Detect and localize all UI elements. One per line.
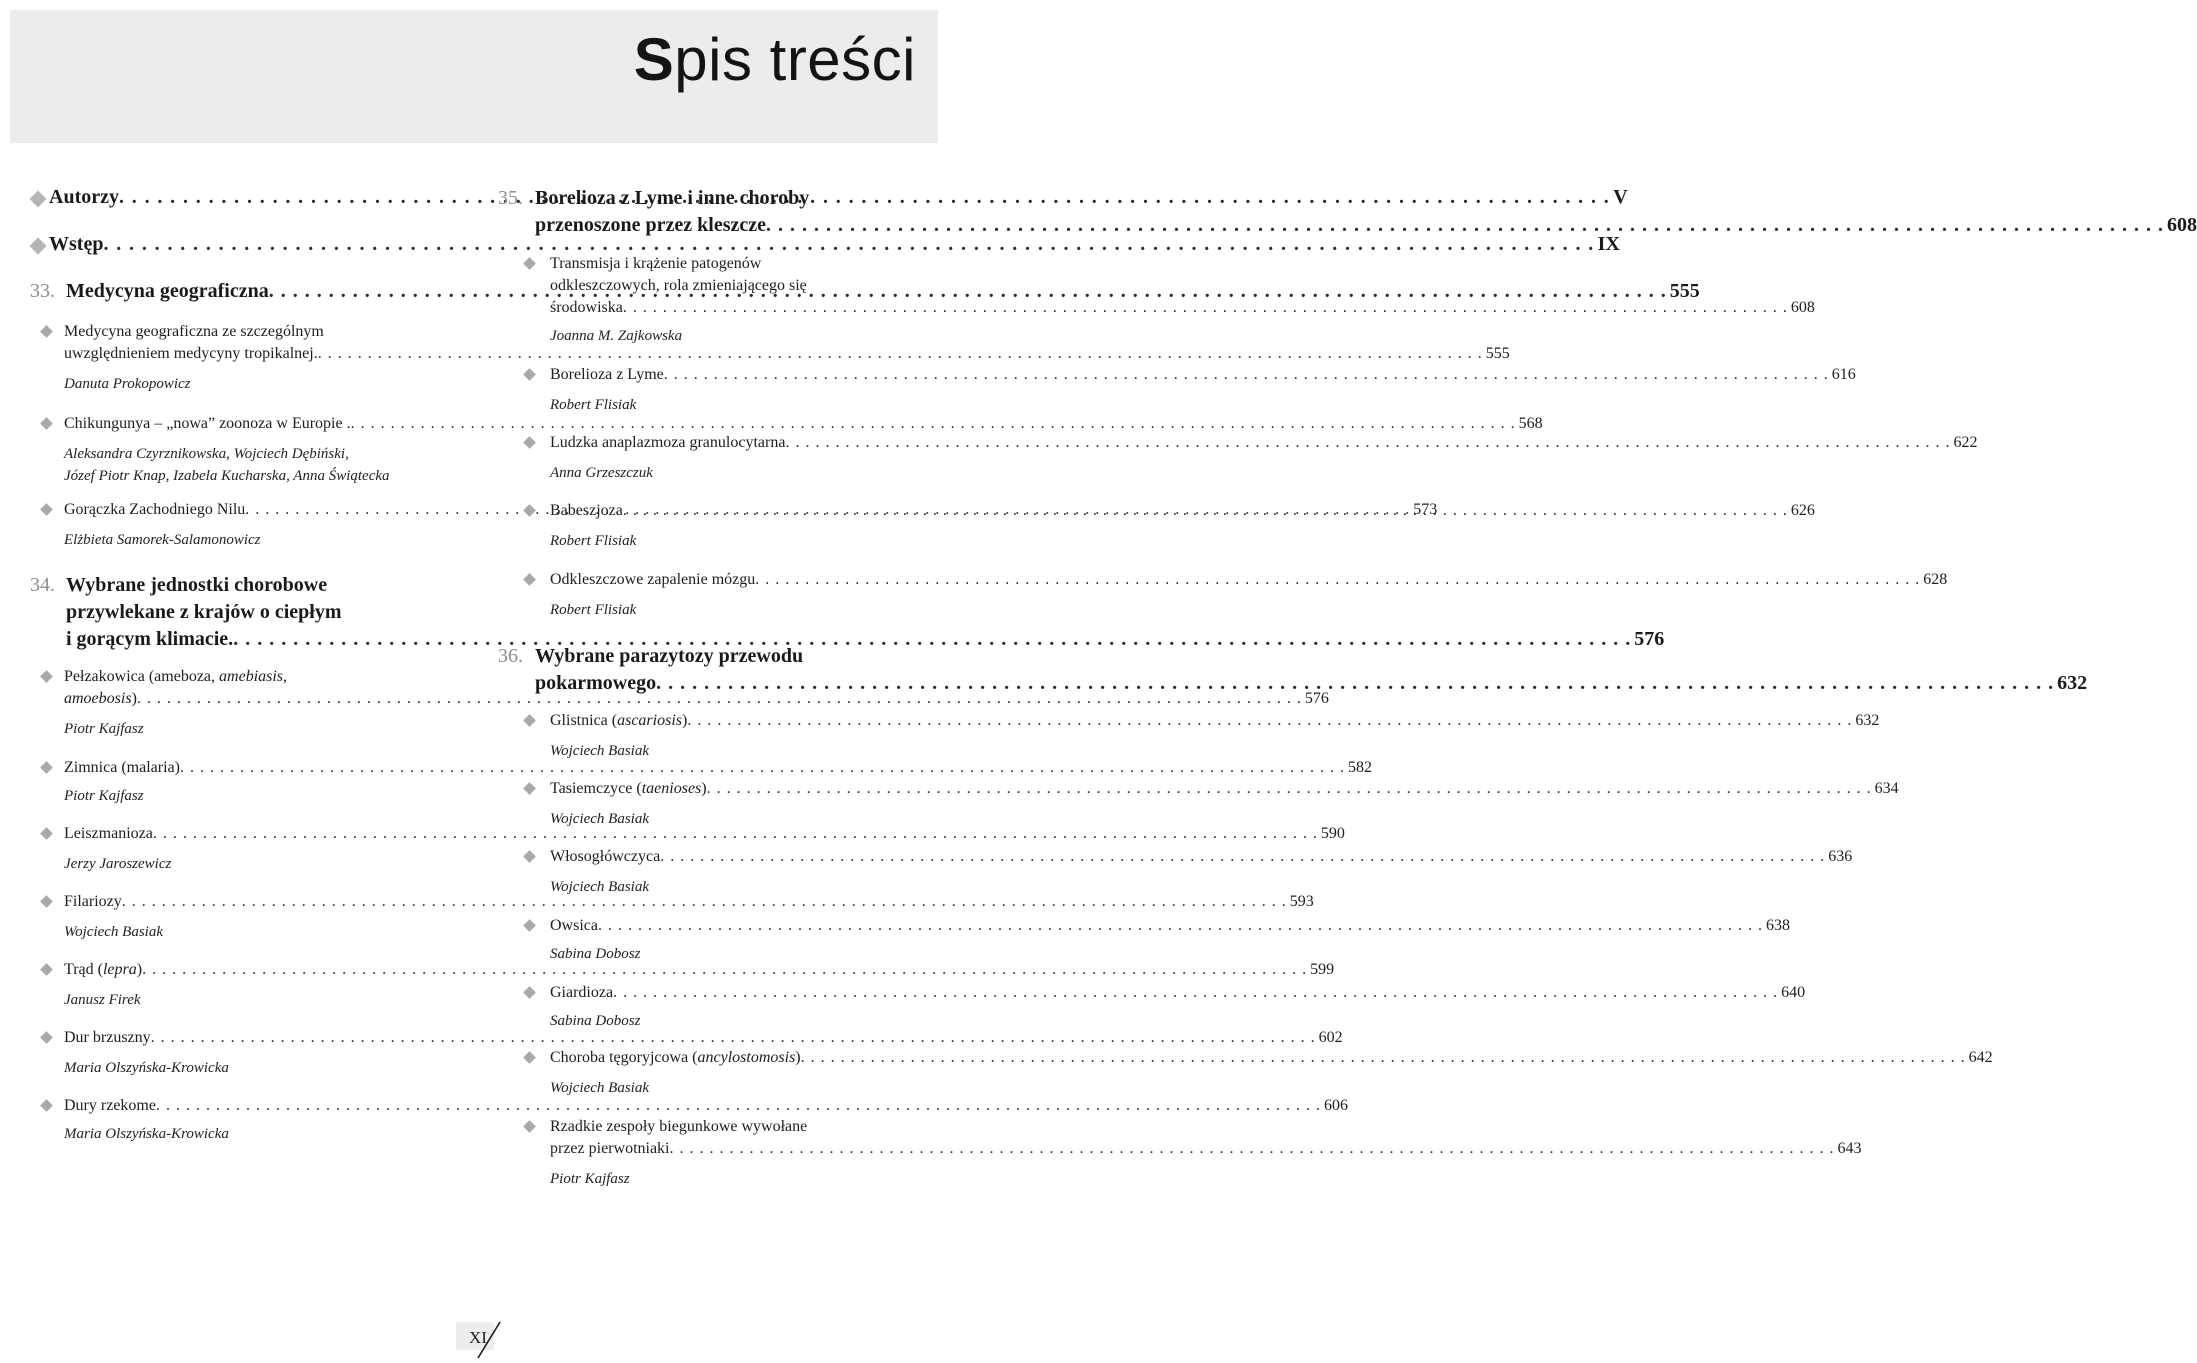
item-author: Joanna M. Zajkowska <box>550 328 683 344</box>
item-title-part: ) <box>795 1049 801 1066</box>
chapter-title-cont: pokarmowego <box>535 672 657 694</box>
entry-page: V <box>1613 186 1628 208</box>
item-author: Maria Olszyńska-Krowicka <box>64 1126 229 1142</box>
diamond-bullet-icon <box>30 238 46 254</box>
dot-leader <box>623 500 1788 522</box>
item-author: Danuta Prokopowicz <box>64 376 191 392</box>
item-title <box>550 1047 801 1069</box>
item-author: Piotr Kajfasz <box>550 1171 630 1187</box>
page-title-rest: pis treści <box>674 26 916 93</box>
entry-label: Wstęp <box>49 233 104 255</box>
chapter-title: Wybrane parazytozy przewodu <box>535 645 804 667</box>
item-author: Wojciech Basiak <box>550 879 650 895</box>
item-title-part: ) <box>136 961 143 978</box>
diamond-bullet-icon <box>41 896 53 908</box>
item-title <box>550 710 687 732</box>
item-author: Robert Flisiak <box>550 602 637 618</box>
item-title: Giardioza <box>550 984 614 1001</box>
diamond-bullet-icon <box>524 987 536 999</box>
item-title-latin: amoebosis <box>64 690 132 707</box>
item-title-cont: przez pierwotniaki <box>550 1140 670 1157</box>
item-page: 632 <box>1855 712 1880 729</box>
item-page: 573 <box>1413 501 1438 518</box>
item-title-latin: ascariosis <box>617 712 682 729</box>
toc-item[interactable] <box>498 432 1978 484</box>
item-title-part: , <box>283 668 288 685</box>
item-author: Elżbieta Samorek-Salamonowicz <box>64 532 261 548</box>
item-page: 593 <box>1289 893 1314 910</box>
item-page: 590 <box>1320 825 1345 842</box>
item-title: Dur brzuszny <box>64 1029 151 1046</box>
item-title: Leiszmanioza <box>64 825 153 842</box>
item-page: 640 <box>1781 984 1806 1001</box>
item-title-part: Trąd ( <box>64 961 103 978</box>
chapter-number: 36. <box>498 645 523 667</box>
item-author: Aleksandra Czyrznikowska, Wojciech Dębiński, <box>64 446 349 462</box>
chapter-page: 632 <box>2057 672 2088 694</box>
dot-leader <box>707 778 1872 800</box>
item-author: Jerzy Jaroszewicz <box>64 856 172 872</box>
diamond-bullet-icon <box>524 783 536 795</box>
item-author: Anna Grzeszczuk <box>550 465 653 481</box>
toc-chapter-35[interactable] <box>498 185 2197 239</box>
toc-item[interactable] <box>498 982 1806 1032</box>
item-author: Wojciech Basiak <box>550 1080 650 1096</box>
item-page: 599 <box>1310 961 1335 978</box>
item-title-latin: taenioses <box>641 780 702 797</box>
item-title-latin: ancylostomosis <box>697 1049 796 1066</box>
diamond-bullet-icon <box>524 715 536 727</box>
dot-leader <box>623 297 1788 319</box>
diamond-bullet-icon <box>524 505 536 517</box>
diamond-bullet-icon <box>524 1052 536 1064</box>
item-title-latin: amebiasis <box>219 668 284 685</box>
toc-item[interactable] <box>498 778 1899 830</box>
dot-leader <box>233 628 1631 650</box>
dot-leader <box>660 846 1825 868</box>
diamond-bullet-icon <box>41 326 53 338</box>
dot-leader <box>598 915 1763 937</box>
item-title-part: Glistnica ( <box>550 712 618 729</box>
item-author: Wojciech Basiak <box>550 811 650 827</box>
dot-leader <box>801 1047 1966 1069</box>
diamond-bullet-icon <box>41 1032 53 1044</box>
item-author: Sabina Dobosz <box>550 1013 641 1029</box>
item-title-cont <box>64 688 137 710</box>
item-author: Janusz Firek <box>64 992 141 1008</box>
diamond-bullet-icon <box>524 574 536 586</box>
item-page: 622 <box>1953 434 1978 451</box>
item-author: Piotr Kajfasz <box>64 721 144 737</box>
item-page: 582 <box>1347 759 1372 776</box>
entry-page: IX <box>1597 233 1620 255</box>
page-number: XI <box>469 1328 487 1347</box>
dot-leader <box>755 569 1920 591</box>
item-page: 576 <box>1304 690 1329 707</box>
item-author: Robert Flisiak <box>550 533 637 549</box>
item-title: Dury rzekome <box>64 1097 156 1114</box>
item-page: 606 <box>1323 1097 1348 1114</box>
diamond-bullet-icon <box>524 437 536 449</box>
chapter-page: 555 <box>1669 280 1700 302</box>
item-title-part: Pełzakowica (ameboza, <box>64 668 220 685</box>
item-page: 634 <box>1874 780 1899 797</box>
item-title-latin: lepra <box>102 961 137 978</box>
page-title-initial: S <box>633 26 675 93</box>
item-title: Chikungunya – „nowa” zoonoza w Europie . <box>64 415 351 432</box>
item-title-cont: środowiska <box>550 299 623 316</box>
item-title-part: Choroba tęgoryjcowa ( <box>550 1049 698 1066</box>
item-title <box>64 666 433 688</box>
item-title-cont: odkleszczowych, rola zmieniającego się <box>550 277 807 294</box>
diamond-bullet-icon <box>524 851 536 863</box>
item-title-part: Tasiemczyce ( <box>550 780 642 797</box>
diamond-bullet-icon <box>30 191 46 207</box>
item-author: Robert Flisiak <box>550 397 637 413</box>
toc-item[interactable] <box>498 569 1948 621</box>
diamond-bullet-icon <box>524 369 536 381</box>
page-number-badge <box>456 1318 500 1358</box>
chapter-number: 35. <box>498 187 523 209</box>
item-author: Sabina Dobosz <box>550 946 641 962</box>
item-page: 602 <box>1318 1029 1343 1046</box>
chapter-title-cont: przenoszone przez kleszcze <box>535 214 767 236</box>
item-page: 616 <box>1831 366 1856 383</box>
chapter-page: 608 <box>2167 214 2197 236</box>
item-page: 626 <box>1790 502 1815 519</box>
item-page: 638 <box>1765 917 1790 934</box>
entry-label: Autorzy <box>49 186 119 208</box>
chapter-title: Medycyna geograficzna <box>66 280 269 302</box>
diamond-bullet-icon <box>41 418 53 430</box>
item-title <box>550 778 707 800</box>
chapter-title-cont: i gorącym klimacie. <box>66 628 234 650</box>
item-title-cont: uwzględnieniem medycyny tropikalnej. <box>64 345 318 362</box>
diamond-bullet-icon <box>41 828 53 840</box>
dot-leader <box>613 982 1778 1004</box>
item-title: Rzadkie zespoły biegunkowe wywołane <box>550 1118 808 1135</box>
toc-entry-intro[interactable] <box>30 233 1620 256</box>
toc-item[interactable] <box>498 1047 1993 1099</box>
diamond-bullet-icon <box>524 920 536 932</box>
toc-item[interactable] <box>498 915 1790 965</box>
chapter-title-cont: przywlekane z krajów o ciepłym <box>66 601 342 623</box>
item-page: 568 <box>1518 415 1543 432</box>
item-title-part: ) <box>701 780 707 797</box>
diamond-bullet-icon <box>41 964 53 976</box>
item-author: Wojciech Basiak <box>550 743 650 759</box>
diamond-bullet-icon <box>41 1100 53 1112</box>
item-title-part: ) <box>682 712 688 729</box>
item-title-part: ) <box>131 690 137 707</box>
toc-item[interactable] <box>498 710 1880 762</box>
item-title: Medycyna geograficzna ze szczególnym <box>64 323 324 340</box>
item-page: 628 <box>1923 571 1948 588</box>
item-title: Filariozy <box>64 893 122 910</box>
chapter-number: 34. <box>30 574 55 596</box>
dot-leader <box>785 432 1950 454</box>
item-page: 642 <box>1968 1049 1993 1066</box>
item-title: Borelioza z Lyme <box>550 366 664 383</box>
item-author: Piotr Kajfasz <box>64 788 144 804</box>
toc-item[interactable] <box>498 1116 1862 1190</box>
item-page: 608 <box>1790 299 1815 316</box>
item-title: Włosogłówczyca <box>550 848 661 865</box>
item-title: Odkleszczowe zapalenie mózgu <box>550 571 756 588</box>
item-title: Babeszjoza <box>550 502 623 519</box>
item-title: Gorączka Zachodniego Nilu <box>64 501 246 518</box>
dot-leader <box>687 710 1852 732</box>
item-title: Ludzka anaplazmoza granulocytarna <box>550 434 786 451</box>
item-author: Wojciech Basiak <box>64 924 164 940</box>
chapter-number: 33. <box>30 280 55 302</box>
diamond-bullet-icon <box>524 258 536 270</box>
toc-item[interactable] <box>498 364 1856 416</box>
dot-leader <box>664 364 1829 386</box>
item-page: 555 <box>1485 345 1510 362</box>
chapter-title: Borelioza z Lyme i inne choroby <box>535 187 810 209</box>
item-author: Maria Olszyńska-Krowicka <box>64 1060 229 1076</box>
diamond-bullet-icon <box>524 1121 536 1133</box>
item-title: Owsica <box>550 917 598 934</box>
toc-item[interactable] <box>498 846 1853 898</box>
dot-leader <box>670 1138 1835 1160</box>
dot-leader <box>656 672 2054 694</box>
dot-leader <box>766 214 2164 236</box>
chapter-title: Wybrane jednostki chorobowe <box>66 574 328 596</box>
chapter-page: 576 <box>1634 628 1665 650</box>
item-page: 643 <box>1837 1140 1862 1157</box>
toc-chapter-36[interactable] <box>498 643 2088 697</box>
page-title <box>634 22 916 98</box>
item-title <box>64 959 142 981</box>
item-title: Zimnica (malaria) <box>64 759 180 776</box>
diamond-bullet-icon <box>41 762 53 774</box>
diamond-bullet-icon <box>41 671 53 683</box>
diamond-bullet-icon <box>41 504 53 516</box>
item-author: Józef Piotr Knap, Izabela Kucharska, Anna Świątecka <box>64 468 390 484</box>
item-page: 636 <box>1828 848 1853 865</box>
item-title: Transmisja i krążenie patogenów <box>550 255 762 272</box>
